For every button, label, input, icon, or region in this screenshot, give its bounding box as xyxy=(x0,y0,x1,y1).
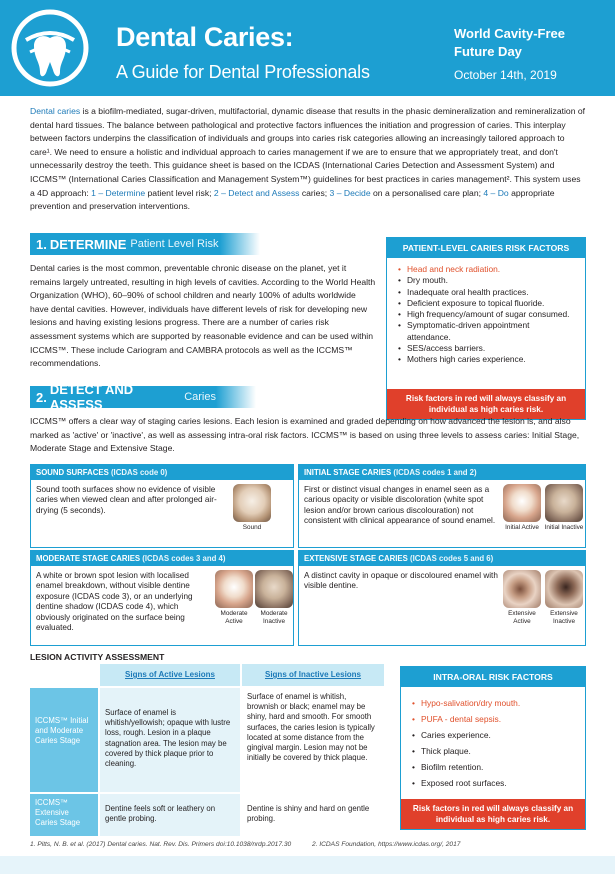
lesion-activity-heading: LESION ACTIVITY ASSESSMENT xyxy=(30,652,165,662)
stage-code: (ICDAS code 0) xyxy=(110,468,168,477)
stage-title: SOUND SURFACES xyxy=(36,468,109,477)
step-determine: 1 – Determine xyxy=(91,187,146,198)
risk-item: • Head and neck radiation. xyxy=(407,264,575,275)
intraoral-risk-heading: INTRA-ORAL RISK FACTORS xyxy=(401,667,585,687)
risk-item: • High frequency/amount of sugar consumed. xyxy=(407,309,575,320)
section1-heading-fade xyxy=(220,233,260,255)
patient-risk-heading: PATIENT-LEVEL CARIES RISK FACTORS xyxy=(387,238,585,258)
tooth-photo-initial-active xyxy=(503,484,541,522)
tooth-logo-icon xyxy=(8,6,92,90)
intraoral-risk-footer: Risk factors in red will always classify an individual as high caries risk. xyxy=(401,799,585,829)
risk-item: • Hypo-salivation/dry mouth. xyxy=(421,695,575,711)
row-label: ICCMS™ Initial and Moderate Caries Stage xyxy=(30,688,98,792)
stage-card-sound xyxy=(30,464,294,548)
stage-title: EXTENSIVE STAGE CARIES xyxy=(304,554,408,563)
tooth-photo-initial-inactive xyxy=(545,484,583,522)
page-subtitle: A Guide for Dental Professionals xyxy=(116,62,370,82)
footnote-1: 1. Pitts, N. B. et al. (2017) Dental caries. Nat. Rev. Dis. Primers doi:10.1038/nrdp.2017.30 xyxy=(30,841,292,848)
tooth-caption: Sound xyxy=(242,524,262,531)
tooth-photo-sound xyxy=(233,484,271,522)
patient-risk-footer: Risk factors in red will always classify an individual as high caries risk. xyxy=(387,389,585,419)
stage-text: A white or brown spot lesion with localised enamel breakdown, without visible dentine exposure (ICDAS code 3), or an underlying dentine shadow (ICDAS code 4), which obviously originated on the surface being evaluated. xyxy=(36,571,193,633)
section2-heading-fade xyxy=(216,386,256,408)
stage-title: INITIAL STAGE CARIES xyxy=(304,468,392,477)
risk-item: • Caries experience. xyxy=(421,727,575,743)
risk-item: • Mothers high caries experience. xyxy=(407,354,575,365)
stage-card-extensive xyxy=(298,550,586,646)
risk-item: • Inadequate oral health practices. xyxy=(407,287,575,298)
intraoral-risk-box xyxy=(400,666,586,830)
intro-text-4: on a personalised care plan; xyxy=(370,187,484,198)
row-label: ICCMS™ Extensive Caries Stage xyxy=(30,794,98,836)
risk-item: • Biofilm retention. xyxy=(421,759,575,775)
section2-subtitle: Caries xyxy=(184,391,216,403)
risk-item: • PUFA - dental sepsis. xyxy=(421,711,575,727)
risk-item: • Deficient exposure to topical fluoride. xyxy=(407,298,575,309)
tooth-caption: Initial Active xyxy=(505,524,539,531)
step-decide: 3 – Decide xyxy=(329,187,371,198)
step-do: 4 – Do xyxy=(483,187,509,198)
stage-code: (ICDAS codes 1 and 2) xyxy=(393,468,477,477)
stage-card-header xyxy=(299,465,585,480)
stage-text: A distinct cavity in opaque or discoloured enamel with visible dentine. xyxy=(304,571,498,591)
section2-title: DETECT AND ASSESS xyxy=(49,382,134,412)
stage-text: First or distinct visual changes in enamel seen as a carious opacity or visible discoloration (white spot lesion and/or brown carious discolouration) not consistent with clinical appearance of sound enamel. xyxy=(304,485,496,526)
header-banner xyxy=(0,0,615,96)
section2-body: ICCMS™ offers a clear way of staging caries lesions. Each lesion is examined and graded depending on how advanced the lesion is, and also marked as 'active' or 'inactive', as well as assessing intra-oral risk factors. ICCMS™ is based on using three levels to assess caries: Initial Stage, Moderate Stage and Extensive Stage. xyxy=(30,416,580,454)
patient-risk-list xyxy=(387,258,585,366)
risk-item: • Symptomatic-driven appointment attendance. xyxy=(407,320,575,343)
tooth-photo-moderate-inactive xyxy=(255,570,293,608)
risk-item: • Exposed root surfaces. xyxy=(421,775,575,791)
stage-card-header xyxy=(31,551,293,566)
col-active-header: Signs of Active Lesions xyxy=(100,664,240,686)
tooth-caption: Extensive Inactive xyxy=(550,610,578,625)
section1-body: Dental caries is the most common, preventable chronic disease on the planet, yet it remains largely untreated, resulting in high levels of cavities. According to the World Health Organization (WHO), 60–90% of school children and nearly 100% of adults worldwide have dental cavities. However, individuals have different levels of risk for developing new lesions and having existing lesions progress. There are a number of caries risk assessment systems which are supported by reasonable evidence and can be used within ICCMS™. These include Cariogram and CAMBRA protocols as well as the ICCMS™ recommendations. xyxy=(30,263,376,369)
event-name-line1: World Cavity-Free xyxy=(454,26,566,41)
stage-card-header xyxy=(31,465,293,480)
section2-number: 2. xyxy=(36,389,47,405)
risk-item: • Dry mouth. xyxy=(407,275,575,286)
intro-text-3: caries; xyxy=(299,187,330,198)
risk-item: • Thick plaque. xyxy=(421,743,575,759)
stage-code: (ICDAS codes 5 and 6) xyxy=(410,554,494,563)
stage-code: (ICDAS codes 3 and 4) xyxy=(142,554,226,563)
tooth-photo-extensive-active xyxy=(503,570,541,608)
patient-risk-box xyxy=(386,237,586,420)
bottom-bar xyxy=(0,856,615,874)
intro-text-2: patient level risk; xyxy=(145,187,214,198)
row-inactive-cell: Surface of enamel is whitish, brownish or black; enamel may be shiny, hard and smooth. For smooth surfaces, the caries lesion is typically located at some distance from the gingival margin. Lesion may not be initially be covered by thick plaque. xyxy=(247,692,375,763)
intro-lead: Dental caries xyxy=(30,106,81,116)
event-name-line2: Future Day xyxy=(454,44,522,59)
section1-title: DETERMINE xyxy=(49,236,127,252)
tooth-photo-extensive-inactive xyxy=(545,570,583,608)
row-active-cell: Dentine feels soft or leathery on gentle probing. xyxy=(100,794,240,836)
event-date: October 14th, 2019 xyxy=(454,68,557,82)
intro-text: is a biofilm-mediated, sugar-driven, multifactorial, dynamic disease that results in the phasic demineralization and remineralization of dental hard tissues. The balance between pathological and protective factors influences the initiation and progression of caries. This interplay between factors underpins the classification of individuals and groups into caries risk categories allowing an increasingly tailored approach to care¹. We need to ensure a holistic and individual approach to caries management if we are to ensure that we appropriately treat, and don't unnecessarily destroy the teeth. This guidance sheet is based on the ICDAS (International Caries Detection and Assessment System) and ICCMS™ (International Caries Classification and Management System™) guidelines for best practices in caries management². This system uses a 4D approach: xyxy=(30,106,586,198)
intraoral-risk-list xyxy=(401,687,585,791)
stage-title: MODERATE STAGE CARIES xyxy=(36,554,141,563)
row-active-cell: Surface of enamel is whitish/yellowish; opaque with lustre loss, rough. Lesion in a plaque stagnation area. The lesion may be covered by thick plaque prior to cleaning. xyxy=(100,688,240,792)
stage-card-moderate xyxy=(30,550,294,646)
section2-heading xyxy=(30,382,216,412)
risk-item: • SES/access barriers. xyxy=(407,343,575,354)
page-title: Dental Caries: xyxy=(116,22,294,52)
tooth-caption: Moderate Active xyxy=(220,610,248,625)
step-detect: 2 – Detect and Assess xyxy=(213,187,300,198)
footnote-2: 2. ICDAS Foundation, https://www.icdas.org/, 2017 xyxy=(312,841,461,848)
intro-paragraph xyxy=(30,105,586,214)
tooth-caption: Initial Inactive xyxy=(544,524,584,531)
stage-card-header xyxy=(299,551,585,566)
stage-card-initial xyxy=(298,464,586,548)
section1-subtitle: Patient Level Risk xyxy=(130,238,219,250)
section1-heading xyxy=(30,233,220,255)
tooth-caption: Extensive Active xyxy=(508,610,536,625)
col-inactive-header: Signs of Inactive Lesions xyxy=(242,664,384,686)
stage-text: Sound tooth surfaces show no evidence of visible caries when viewed clean and after prolonged air-drying (5 seconds). xyxy=(36,485,217,515)
row-inactive-cell: Dentine is shiny and hard on gentle probing. xyxy=(247,804,370,824)
section1-number: 1. xyxy=(36,236,47,252)
intro-text-5: appropriate prevention and preservation interventions. xyxy=(30,187,555,212)
tooth-photo-moderate-active xyxy=(215,570,253,608)
tooth-caption: Moderate Inactive xyxy=(260,610,288,625)
lesion-activity-table xyxy=(30,664,384,836)
